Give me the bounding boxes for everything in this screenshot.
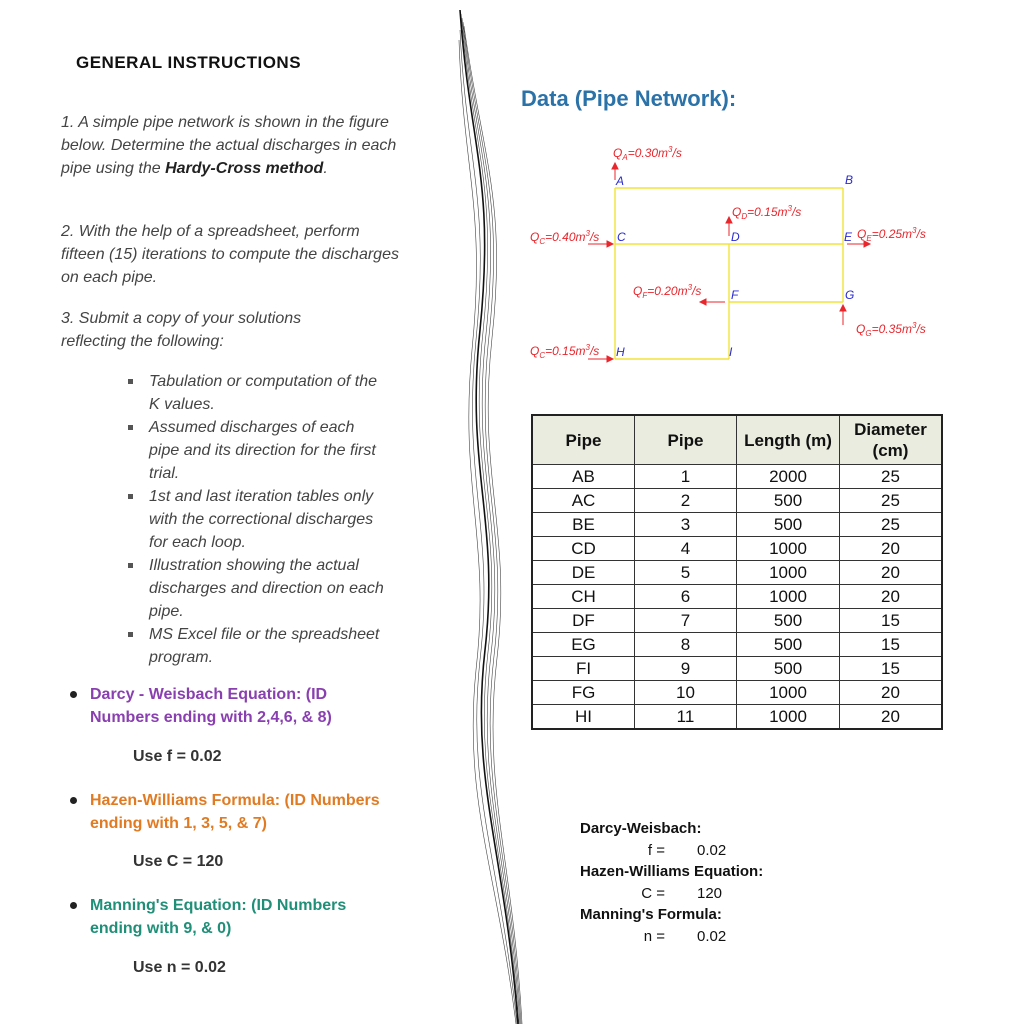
table-cell: 500 [737, 609, 840, 633]
table-row [532, 489, 942, 513]
table-cell: 20 [840, 537, 943, 561]
bullet-item [128, 554, 388, 623]
node-a: A [616, 174, 625, 188]
table-cell: 7 [635, 609, 737, 633]
flow-label-qf: $Q_F=0.20m^3/s$ [633, 283, 702, 300]
table-row [532, 657, 942, 681]
bullet-item [128, 485, 388, 554]
table-row [532, 465, 942, 489]
bullet-text: MS Excel file or the spreadsheet program. [149, 626, 380, 666]
n-row [580, 926, 763, 947]
constants-block [580, 818, 763, 947]
node-b: B [845, 173, 854, 187]
flow-label-qd: $Q_D=0.15m^3/s$ [732, 204, 802, 221]
node-i: I [729, 345, 733, 359]
eq-label: Manning's Equation: (ID Numbers ending with 9, & 0) [90, 897, 347, 937]
f-label: f = [647, 842, 665, 859]
flow-label-qg: $Q_G=0.35m^3/s$ [856, 321, 926, 338]
table-cell: 500 [737, 489, 840, 513]
node-d: D [731, 230, 740, 244]
table-row [532, 537, 942, 561]
table-cell: FG [532, 681, 635, 705]
table-row [532, 609, 942, 633]
table-cell: EG [532, 633, 635, 657]
hazen-use: Use C = 120 [133, 853, 224, 870]
table-cell: 500 [737, 633, 840, 657]
table-cell: 9 [635, 657, 737, 681]
table-cell: 1 [635, 465, 737, 489]
instruction-1-text: 1. A simple pipe network is shown in the figure below. Determine the actual discharges in each pipe using the [61, 114, 397, 177]
n-value: 0.02 [697, 928, 727, 945]
darcy-title: Darcy-Weisbach: [580, 820, 702, 837]
manning-title: Manning's Formula: [580, 906, 722, 923]
page-curl-divider [440, 0, 530, 1024]
darcy-weisbach-heading [70, 683, 370, 729]
node-f: F [731, 288, 739, 302]
c-value: 120 [697, 885, 723, 902]
table-cell: 15 [840, 609, 943, 633]
instruction-1 [61, 111, 406, 180]
table-cell: 8 [635, 633, 737, 657]
col-header-pipe-number: Pipe [635, 415, 737, 465]
table-cell: 20 [840, 585, 943, 609]
data-title: Data (Pipe Network): [521, 86, 737, 111]
table-cell: 25 [840, 465, 943, 489]
node-c: C [617, 230, 626, 244]
table-cell: DF [532, 609, 635, 633]
table-cell: FI [532, 657, 635, 681]
table-cell: 3 [635, 513, 737, 537]
table-cell: 25 [840, 513, 943, 537]
table-cell: 11 [635, 705, 737, 730]
node-e: E [844, 230, 853, 244]
flow-label-qh: $Q_C=0.15m^3/s$ [530, 343, 600, 360]
table-cell: 2000 [737, 465, 840, 489]
pipe-data-table [531, 414, 943, 730]
node-g: G [845, 288, 855, 302]
bullet-text: Tabulation or computation of the K values. [149, 373, 378, 413]
n-label: n = [643, 928, 665, 945]
manning-heading [70, 894, 390, 940]
table-cell: 1000 [737, 561, 840, 585]
col-header-diameter: Diameter (cm) [840, 415, 943, 465]
table-row [532, 585, 942, 609]
table-cell: 2 [635, 489, 737, 513]
flow-label-qa: $Q_A=0.30m^3/s$ [613, 145, 682, 162]
table-cell: BE [532, 513, 635, 537]
bullet-item [128, 370, 388, 416]
instruction-1-end: . [323, 160, 328, 177]
c-row [580, 883, 763, 904]
table-cell: 4 [635, 537, 737, 561]
bullet-text: 1st and last iteration tables only with the correctional discharges for each loop. [149, 488, 374, 551]
c-label: C = [641, 885, 665, 902]
bullet-text: Assumed discharges of each pipe and its direction for the first trial. [149, 419, 376, 482]
instructions-title: GENERAL INSTRUCTIONS [76, 53, 302, 72]
table-row [532, 561, 942, 585]
flow-label-qc: $Q_C=0.40m^3/s$ [530, 229, 600, 246]
table-cell: 20 [840, 681, 943, 705]
table-row [532, 681, 942, 705]
col-header-length: Length (m) [737, 415, 840, 465]
table-cell: HI [532, 705, 635, 730]
table-cell: 5 [635, 561, 737, 585]
instruction-1-bold: Hardy-Cross method [165, 160, 324, 177]
instruction-2: 2. With the help of a spreadsheet, perform fifteen (15) iterations to compute the discharges on each pipe. [61, 223, 399, 286]
table-cell: 1000 [737, 681, 840, 705]
darcy-use: Use f = 0.02 [133, 748, 222, 765]
table-cell: 10 [635, 681, 737, 705]
col-header-pipe: Pipe [532, 415, 635, 465]
flow-label-qe: $Q_E=0.25m^3/s$ [857, 226, 926, 243]
eq-label: Darcy - Weisbach Equation: (ID Numbers ending with 2,4,6, & 8) [90, 686, 332, 726]
table-cell: 15 [840, 657, 943, 681]
table-cell: 6 [635, 585, 737, 609]
table-cell: CD [532, 537, 635, 561]
bullet-item [128, 623, 388, 669]
bullet-text: Illustration showing the actual discharges and direction on each pipe. [149, 557, 384, 620]
table-cell: 25 [840, 489, 943, 513]
table-cell: 1000 [737, 537, 840, 561]
f-row [580, 840, 763, 861]
f-value: 0.02 [697, 842, 727, 859]
bullet-item [128, 416, 388, 485]
table-cell: AC [532, 489, 635, 513]
table-cell: DE [532, 561, 635, 585]
hazen-williams-heading [70, 789, 420, 835]
table-cell: 15 [840, 633, 943, 657]
table-cell: 500 [737, 513, 840, 537]
node-h: H [616, 345, 625, 359]
eq-label: Hazen-Williams Formula: (ID Numbers ending with 1, 3, 5, & 7) [90, 792, 380, 832]
table-cell: CH [532, 585, 635, 609]
table-row [532, 513, 942, 537]
table-cell: 1000 [737, 705, 840, 730]
table-cell: AB [532, 465, 635, 489]
hazen-title: Hazen-Williams Equation: [580, 863, 764, 880]
table-cell: 500 [737, 657, 840, 681]
table-cell: 20 [840, 705, 943, 730]
table-cell: 1000 [737, 585, 840, 609]
table-row [532, 633, 942, 657]
table-row [532, 705, 942, 730]
table-cell: 20 [840, 561, 943, 585]
instruction-3: 3. Submit a copy of your solutions reflecting the following: [61, 310, 302, 350]
table-header-row [532, 415, 942, 465]
pipe-network-diagram [520, 140, 950, 370]
manning-use: Use n = 0.02 [133, 959, 226, 976]
